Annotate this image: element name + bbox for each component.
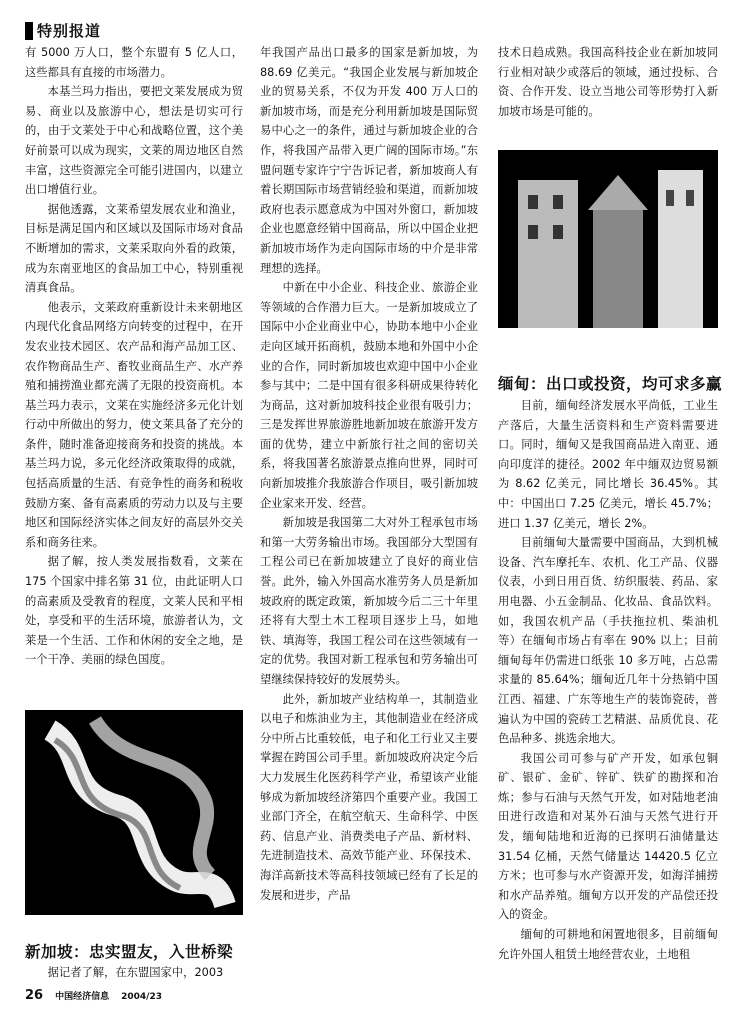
- column-3-top: [498, 43, 718, 121]
- paragraph: 此外，新加坡产业结构单一，其制造业以电子和炼油业为主，其他制造业在经济成分中所占比重较低，电子和化工行业又主要掌握在跨国公司手里。新加坡政府决定今后大力发展生化医药科学产业，希望该产业能够成为新加坡经济第四个重要产业。我国工业部门齐全，在航空航天、生命科学、中医药、信息产业、消费类电子产品、新材料、先进制造技术、高效节能产业、环保技术、海洋高新技术等高科技领域已经有了长足的发展和进步，产品: [260, 692, 478, 902]
- paragraph: 新加坡是我国第二大对外工程承包市场和第一大劳务输出市场。我国部分大型国有工程公司已在新加坡建立了良好的商业信誉。此外，输入外国高水准劳务人员是新加坡政府的既定政策，新加坡今后二三十年里还将有大型土木工程项目逐步上马，如地铁、填海等，我国工程公司在这些领域有一定的优势。我国对新工程承包和劳务输出可望继续保持较好的发展势头。: [260, 516, 478, 686]
- section-title: 特别报道: [37, 22, 102, 40]
- paragraph: 中新在中小企业、科技企业、旅游企业等领域的合作潜力巨大。一是新加坡成立了国际中小企业商业中心，协助本地中小企业走向区域开拓商机，鼓励本地和外国中小企业的合作，同时新加坡也欢迎中国中小企业参与其中；二是中国有很多科研成果待转化为商品，这对新加坡科技企业很有吸引力；三是发挥世界旅游胜地新加坡在旅游开发方面的优势，建立中新旅行社之间的密切关系，将我国著名旅游景点推向世界，同时可向新加坡推介我旅游合作项目，吸引新加坡企业家来开发、经营。: [260, 281, 478, 510]
- issue-number: 2004/23: [121, 992, 162, 1002]
- paragraph: 技术日趋成熟。我国高科技企业在新加坡同行业相对缺少或落后的领域，通过投标、合资、合作开发、设立当地公司等形势打入新加坡市场是可能的。: [498, 46, 718, 118]
- section-label: [25, 20, 101, 41]
- page-number: 26: [25, 988, 44, 1003]
- singapore-heading: 新加坡：忠实盟友，入世桥梁: [25, 943, 234, 961]
- paragraph: 目前，缅甸经济发展水平尚低，工业生产落后，大量生活资料和生产资料需要进口。同时，缅甸又是我国商品进入南亚、通向印度洋的捷径。2002 年中缅双边贸易额为 8.62 亿美元，同比增长 36.45%。其中：中国出口 7.25 亿美元，增长 45.7%；进口 1.37 亿美元，增长 2%。: [498, 399, 718, 530]
- myanmar-heading: 缅甸：出口或投资，均可求多赢: [498, 375, 723, 393]
- paragraph: 我国公司可参与矿产开发，如承包铜矿、银矿、金矿、锌矿、铁矿的勘探和冶炼；参与石油与天然气开发，如对陆地老油田进行改造和对某外石油与天然气进行开发，缅甸陆地和近海的已探明石油储量达 31.54 亿桶，天然气储量达 14420.5 亿立方米；也可参与水产资源开发，如海洋捕捞和水产品养殖。缅甸方以开发的产品偿还投入的资金。: [498, 751, 718, 922]
- paragraph: 据他透露，文莱希望发展农业和渔业，目标是满足国内和区域以及国际市场对食品不断增加的需求，文莱采取向外看的政策，成为东南亚地区的食品加工中心，特别重视清真食品。: [25, 202, 243, 295]
- paragraph: 他表示，文莱政府重新设计未来朝地区内现代化食品网络方向转变的过程中，在开发农业技术园区、农产品和海产品加工区、农作物商品生产、畜牧业商品生产、水产养殖和捕捞渔业都充满了无限的投资商机。本基兰玛力表示，文莱在实施经济多元化计划行动中所做出的努力，使文莱具备了充分的条件，随时准备迎接商务和投资的挑战。本基兰玛力说，多元化经济政策取得的成就，包括高质量的生活、有竞争性的商务和税收鼓励方案、备有高素质的劳动力以及与主要地区和国际经济实体之间友好的高层外交关系和商务往来。: [25, 300, 243, 549]
- singapore-intro: [25, 963, 243, 983]
- column-2: [260, 43, 478, 905]
- paragraph: 据了解，按人类发展指数看，文莱在 175 个国家中排名第 31 位，由此证明人口的高素质及受教育的程度，文莱人民和平相处，享受和平的生活环境，旅游者认为，文莱是一个生活、工作和休闲的安全之地，是一个干净、美丽的绿色国度。: [25, 555, 243, 667]
- paragraph: 本基兰玛力指出，要把文莱发展成为贸易、商业以及旅游中心，想法是切实可行的，由于文莱处于中心和战略位置，这个美好前景可以成为现实，文莱的周边地区自然丰富，这些资源完全可能引进国内，以建立出口增值行业。: [25, 85, 243, 197]
- magazine-name: 中国经济信息: [55, 992, 110, 1002]
- paragraph: 年我国产品出口最多的国家是新加坡，为 88.69 亿美元。“我国企业发展与新加坡企业的贸易关系，不仅为开发 400 万人口的新加坡市场，而是充分利用新加坡是国际贸易中心之一的条件，通过与新加坡企业的合作，将我国产品带入更广阔的国际市场。”东盟问题专家许宁宁告诉记者，新加坡商人有着长期国际市场营销经验和渠道，而新加坡政府也表示愿意成为中国对外窗口，新加坡企业也愿意经销中国商品，所以中国企业把新加坡市场作为走向国际市场的中介是非常理想的选择。: [260, 46, 478, 275]
- column-3-bottom: [498, 396, 718, 964]
- page-footer: [25, 988, 162, 1003]
- paragraph: 目前缅甸大量需要中国商品，大到机械设备、汽车摩托车、农机、化工产品、仪器仪表，小到日用百货、纺织服装、药品、家用电器、小五金制品、化妆品、食品饮料。如，我国农机产品（手扶拖拉机、柴油机等）在缅甸市场占有率在 90% 以上；目前缅甸每年仍需进口纸张 10 多万吨，占总需求量的 85.64%；缅甸近几年十分热销中国江西、福建、广东等地生产的装饰瓷砖，普遍认为中国的瓷砖工艺精湛、品质优良、花色品种多、挑选余地大。: [498, 536, 718, 746]
- ribbon-photo: [25, 710, 243, 915]
- paragraph: 缅甸的可耕地和闲置地很多，目前缅甸允许外国人租赁土地经营农业，土地租: [498, 928, 718, 961]
- section-marker-icon: [25, 22, 33, 40]
- column-1: [25, 43, 243, 670]
- paragraph: 有 5000 万人口，整个东盟有 5 亿人口，这些都具有直接的市场潜力。: [25, 46, 243, 79]
- building-photo: [498, 150, 718, 328]
- paragraph: 据记者了解，在东盟国家中，2003: [47, 966, 224, 979]
